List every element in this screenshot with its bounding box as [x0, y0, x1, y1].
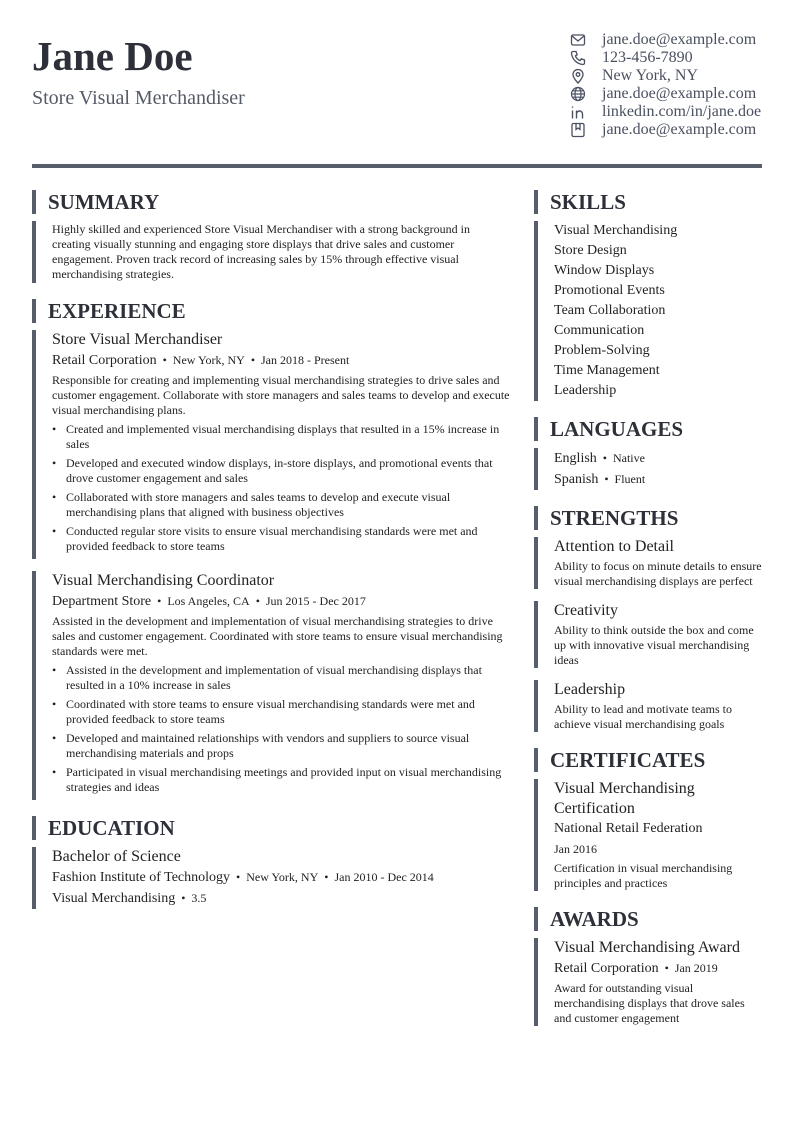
strength-title: Attention to Detail	[554, 538, 674, 555]
strength-entry	[534, 601, 762, 668]
awards-heading: AWARDS	[534, 907, 762, 931]
right-column	[534, 190, 762, 1026]
job-meta: Department Store • Los Angeles, CA • Jun 2015 - Dec 2017	[52, 594, 366, 609]
strength-desc: Ability to think outside the box and come up with innovative visual merchandising ideas	[554, 623, 754, 667]
contact-linkedin-text: linkedin.com/in/jane.doe	[602, 103, 762, 120]
header-divider	[32, 164, 762, 168]
contact-website[interactable]	[570, 85, 762, 103]
strength-entry	[534, 537, 762, 589]
skill-item: Team Collaboration	[554, 303, 666, 318]
award-date: Jan 2019	[674, 961, 718, 975]
skill-item: Time Management	[554, 363, 660, 378]
education-degree: Bachelor of Science	[52, 848, 181, 865]
list-item: • Collaborated with store managers and sales teams to develop and execute visual merchandising plans that aligned with business objectives	[52, 490, 510, 520]
language-item: English • Native	[554, 451, 645, 466]
education-dates: Jan 2010 - Dec 2014	[334, 870, 434, 884]
education-gpa: 3.5	[191, 891, 207, 905]
strength-desc: Ability to focus on minute details to ensure visual merchandising displays are perfect	[554, 559, 762, 588]
skills-heading: SKILLS	[534, 190, 762, 214]
email-icon	[570, 32, 586, 48]
bookmark-icon	[570, 122, 586, 138]
candidate-title: Store Visual Merchandiser	[32, 87, 245, 109]
strengths-heading: STRENGTHS	[534, 506, 762, 530]
contact-website-text: jane.doe@example.com	[602, 85, 757, 102]
phone-icon	[570, 50, 586, 66]
list-item: • Participated in visual merchandising meetings and provided input on visual merchandising strategies and ideas	[52, 765, 510, 795]
education-meta: Fashion Institute of Technology • New York, NY • Jan 2010 - Dec 2014	[52, 870, 434, 885]
languages-heading: LANGUAGES	[534, 417, 762, 441]
skill-item: Store Design	[554, 243, 627, 258]
education-block	[32, 847, 510, 909]
list-item: • Created and implemented visual merchandising displays that resulted in a 15% increase in sales	[52, 422, 510, 452]
language-name: Spanish	[554, 472, 599, 487]
skills-block	[534, 221, 762, 401]
education-field: Visual Merchandising	[52, 891, 176, 906]
job-company: Retail Corporation	[52, 353, 157, 368]
job-bullets	[52, 422, 510, 554]
job-bullets	[52, 663, 510, 795]
contact-email-text: jane.doe@example.com	[602, 31, 757, 48]
contact-location-text: New York, NY	[602, 67, 699, 84]
list-item: • Coordinated with store teams to ensure visual merchandising standards were met and provided feedback to store teams	[52, 697, 510, 727]
education-school: Fashion Institute of Technology	[52, 870, 231, 885]
list-item: • Conducted regular store visits to ensure visual merchandising standards were met and provided feedback to store teams	[52, 524, 510, 554]
award-meta: Retail Corporation • Jan 2019	[554, 961, 718, 976]
contact-portfolio[interactable]	[570, 121, 762, 139]
certificate-entry	[534, 779, 762, 891]
award-entry	[534, 938, 762, 1026]
strength-entry	[534, 680, 762, 732]
skill-item: Visual Merchandising	[554, 223, 678, 238]
language-level: Fluent	[614, 472, 646, 486]
language-item: Spanish • Fluent	[554, 472, 646, 487]
job-dates: Jan 2018 - Present	[261, 353, 350, 367]
award-title: Visual Merchandising Award	[554, 939, 740, 956]
certificate-issuer: National Retail Federation	[554, 821, 703, 836]
skill-item: Communication	[554, 323, 645, 338]
skill-item: Problem-Solving	[554, 343, 650, 358]
job-description: Assisted in the development and implementation of visual merchandising strategies to drive sales and customer engagement. Coordinated with store teams to ensure visual merchandising standards were met.	[52, 614, 503, 658]
location-icon	[570, 68, 586, 84]
candidate-name: Jane Doe	[32, 33, 193, 79]
certificate-title: Visual Merchandising Certification	[554, 780, 695, 817]
language-name: English	[554, 451, 597, 466]
skill-item: Promotional Events	[554, 283, 665, 298]
strength-title: Creativity	[554, 602, 618, 619]
certificate-date: Jan 2016	[554, 842, 597, 856]
globe-icon	[570, 86, 586, 102]
education-heading: EDUCATION	[32, 816, 510, 840]
linkedin-icon	[570, 104, 586, 120]
education-field-row: Visual Merchandising • 3.5	[52, 891, 207, 906]
job-title: Store Visual Merchandiser	[52, 331, 223, 348]
award-issuer: Retail Corporation	[554, 961, 659, 976]
list-item: • Assisted in the development and implementation of visual merchandising displays that resulted in a 10% increase in sales	[52, 663, 510, 693]
contact-portfolio-text: jane.doe@example.com	[602, 121, 757, 138]
experience-heading: EXPERIENCE	[32, 299, 510, 323]
contact-email[interactable]	[570, 31, 762, 49]
strength-desc: Ability to lead and motivate teams to achieve visual merchandising goals	[554, 702, 732, 731]
job-entry	[32, 571, 510, 800]
skill-item: Leadership	[554, 383, 617, 398]
contact-location	[570, 67, 762, 85]
certificates-heading: CERTIFICATES	[534, 748, 762, 772]
contact-phone-text: 123-456-7890	[602, 49, 693, 66]
skill-item: Window Displays	[554, 263, 655, 278]
summary-text: Highly skilled and experienced Store Visual Merchandiser with a strong background in creating visually stunning and engaging store displays that drive sales and customer engagement. Proven track record of increasing sales by 15% through effective visual merchandising strategies.	[52, 222, 470, 281]
strength-title: Leadership	[554, 681, 626, 698]
job-location: Los Angeles, CA	[167, 594, 250, 608]
contact-phone[interactable]	[570, 49, 762, 67]
summary-heading: SUMMARY	[32, 190, 510, 214]
left-column	[32, 190, 510, 909]
job-dates: Jun 2015 - Dec 2017	[265, 594, 366, 608]
list-item: • Developed and executed window displays, in-store displays, and promotional events that drove customer engagement and sales	[52, 456, 510, 486]
list-item: • Developed and maintained relationships with vendors and suppliers to source visual merchandising materials and props	[52, 731, 510, 761]
summary-block	[32, 221, 510, 283]
award-desc: Award for outstanding visual merchandising displays that drove sales and customer engagement	[554, 981, 745, 1025]
education-location: New York, NY	[246, 870, 319, 884]
job-title: Visual Merchandising Coordinator	[52, 572, 275, 589]
job-entry	[32, 330, 510, 559]
job-meta: Retail Corporation • New York, NY • Jan 2018 - Present	[52, 353, 350, 368]
contact-linkedin[interactable]	[570, 103, 762, 121]
contact-list	[570, 31, 762, 139]
job-location: New York, NY	[172, 353, 245, 367]
job-description: Responsible for creating and implementing visual merchandising strategies to drive sales and customer engagement. Collaborate with store managers and sales teams to develop and execute visual merchandising plans.	[52, 373, 510, 417]
languages-block	[534, 448, 762, 490]
job-company: Department Store	[52, 594, 152, 609]
certificate-desc: Certification in visual merchandising principles and practices	[554, 861, 733, 890]
language-level: Native	[612, 451, 645, 465]
